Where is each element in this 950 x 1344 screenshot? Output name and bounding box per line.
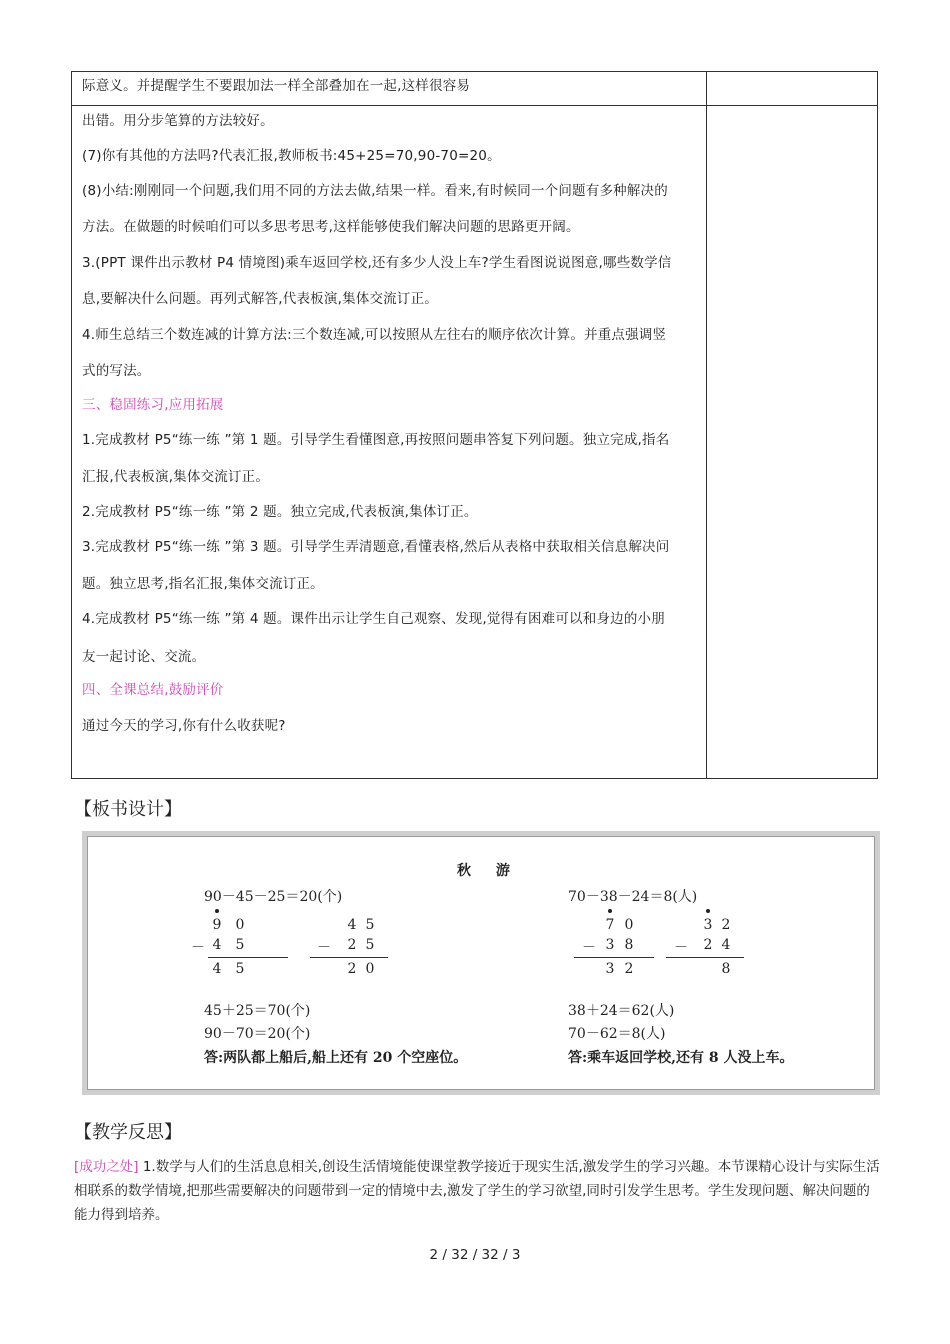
lesson-line: 汇报,代表板演,集体交流订正。 bbox=[82, 469, 270, 485]
digit: 3 bbox=[605, 937, 615, 953]
borrow-dot bbox=[215, 909, 219, 913]
operator: － bbox=[191, 940, 205, 956]
right-equation: 70－38－24＝8(人) bbox=[568, 889, 698, 905]
digit: 2 bbox=[347, 937, 357, 953]
left-step2: 90－70＝20(个) bbox=[204, 1026, 311, 1042]
digit: 0 bbox=[235, 917, 245, 933]
digit: 8 bbox=[721, 961, 731, 977]
lesson-line: 友一起讨论、交流。 bbox=[82, 649, 206, 665]
lesson-line: (8)小结:刚刚同一个问题,我们用不同的方法去做,结果一样。看来,有时候同一个问题有多种解决的 bbox=[82, 183, 668, 199]
board-title: 秋 游 bbox=[457, 863, 520, 879]
digit: 3 bbox=[703, 917, 713, 933]
left-step1: 45＋25＝70(个) bbox=[204, 1003, 311, 1019]
lesson-line: 题。独立思考,指名汇报,集体交流订正。 bbox=[82, 576, 324, 592]
lesson-line: 4.师生总结三个数连减的计算方法:三个数连减,可以按照从左往右的顺序依次计算。并重点强调竖 bbox=[82, 327, 667, 343]
digit: 0 bbox=[365, 961, 375, 977]
lesson-line: 3.完成教材 P5“练一练 ”第 3 题。引导学生弄清题意,看懂表格,然后从表格中获取相关信息解决问 bbox=[82, 539, 670, 555]
right-answer: 答:乘车返回学校,还有 8 人没上车。 bbox=[568, 1050, 794, 1066]
section-title: 四、全课总结,鼓励评价 bbox=[82, 682, 224, 698]
digit: 7 bbox=[605, 917, 615, 933]
reflection-heading: 【教学反思】 bbox=[74, 1122, 182, 1143]
success-tag: [成功之处] bbox=[74, 1159, 139, 1175]
lesson-line: 式的写法。 bbox=[82, 363, 151, 379]
table-column-divider bbox=[706, 72, 707, 778]
digit: 4 bbox=[212, 937, 222, 953]
board-design-figure bbox=[82, 831, 880, 1095]
digit: 2 bbox=[624, 961, 634, 977]
lesson-line: 方法。在做题的时候咱们可以多思考思考,这样能够使我们解决问题的思路更开阔。 bbox=[82, 219, 580, 235]
lesson-line: 息,要解决什么问题。再列式解答,代表板演,集体交流订正。 bbox=[82, 291, 438, 307]
lesson-line: 2.完成教材 P5“练一练 ”第 2 题。独立完成,代表板演,集体订正。 bbox=[82, 504, 478, 520]
operator: － bbox=[674, 940, 688, 956]
digit: 2 bbox=[703, 937, 713, 953]
digit: 2 bbox=[721, 917, 731, 933]
left-equation: 90－45－25＝20(个) bbox=[204, 889, 343, 905]
digit: 4 bbox=[212, 961, 222, 977]
lesson-line: 1.完成教材 P5“练一练 ”第 1 题。引导学生看懂图意,再按照问题串答复下列问题。独立完成,指名 bbox=[82, 432, 670, 448]
digit: 3 bbox=[605, 961, 615, 977]
section-title: 三、稳固练习,应用拓展 bbox=[82, 397, 224, 413]
lesson-line: (7)你有其他的方法吗?代表汇报,教师板书:45+25=70,90-70=20。 bbox=[82, 148, 501, 164]
sum-line bbox=[208, 957, 288, 958]
digit: 4 bbox=[347, 917, 357, 933]
digit: 0 bbox=[624, 917, 634, 933]
page-footer: 2 / 32 / 32 / 3 bbox=[429, 1247, 521, 1263]
operator: － bbox=[317, 940, 331, 956]
sum-line bbox=[310, 957, 388, 958]
right-step2: 70－62＝8(人) bbox=[568, 1026, 666, 1042]
digit: 5 bbox=[365, 917, 375, 933]
reflection-paragraph bbox=[74, 1155, 880, 1227]
right-step1: 38＋24＝62(人) bbox=[568, 1003, 675, 1019]
digit: 2 bbox=[347, 961, 357, 977]
lesson-line: 通过今天的学习,你有什么收获呢? bbox=[82, 718, 286, 734]
digit: 5 bbox=[235, 961, 245, 977]
digit: 9 bbox=[212, 917, 222, 933]
digit: 4 bbox=[721, 937, 731, 953]
sum-line bbox=[574, 957, 654, 958]
operator: － bbox=[582, 940, 596, 956]
table-row-divider bbox=[72, 105, 877, 106]
left-answer: 答:两队都上船后,船上还有 20 个空座位。 bbox=[204, 1050, 468, 1066]
digit: 5 bbox=[235, 937, 245, 953]
board-panel bbox=[87, 836, 875, 1090]
sum-line bbox=[666, 957, 744, 958]
reflection-text: 1.数学与人们的生活息息相关,创设生活情境能使课堂教学接近于现实生活,激发学生的学习兴趣。本节课精心设计与实际生活相联系的数学情境,把那些需要解决的问题带到一定的情境中去,激发了学生的学习欲望,同时引发学生思考。学生发现问题、解决问题的能力得到培养。 bbox=[74, 1159, 880, 1223]
borrow-dot bbox=[706, 909, 710, 913]
lesson-line: 4.完成教材 P5“练一练 ”第 4 题。课件出示让学生自己观察、发现,觉得有困难可以和身边的小朋 bbox=[82, 611, 665, 627]
borrow-dot bbox=[608, 909, 612, 913]
lesson-line: 3.(PPT 课件出示教材 P4 情境图)乘车返回学校,还有多少人没上车?学生看图说说图意,哪些数学信 bbox=[82, 255, 672, 271]
lesson-table bbox=[71, 71, 878, 779]
digit: 5 bbox=[365, 937, 375, 953]
lesson-line: 出错。用分步笔算的方法较好。 bbox=[82, 113, 274, 129]
board-design-heading: 【板书设计】 bbox=[74, 799, 182, 820]
lesson-line: 际意义。并提醒学生不要跟加法一样全部叠加在一起,这样很容易 bbox=[82, 78, 471, 94]
digit: 8 bbox=[624, 937, 634, 953]
